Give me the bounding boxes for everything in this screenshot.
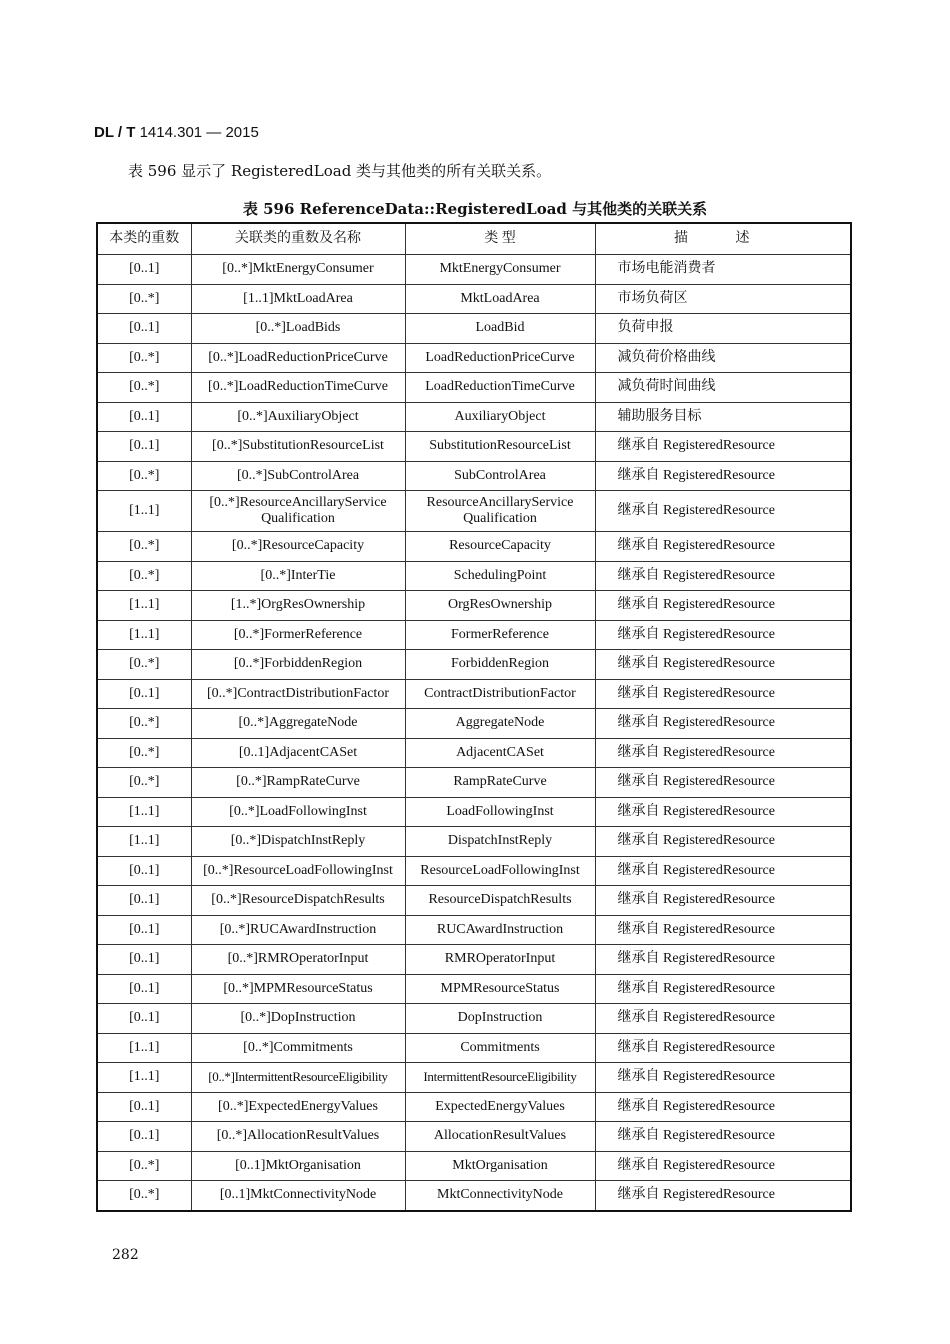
cell-description: 继承自 RegisteredResource: [595, 561, 851, 591]
association-table: [96, 222, 852, 1212]
cell-description: 继承自 RegisteredResource: [595, 768, 851, 798]
cell-type: DispatchInstReply: [405, 827, 595, 857]
cell-associated-role: [0..1]AdjacentCASet: [191, 738, 405, 768]
table-row: [97, 561, 851, 591]
table-row: [97, 856, 851, 886]
cell-cardinality: [1..1]: [97, 827, 191, 857]
cell-description: 继承自 RegisteredResource: [595, 886, 851, 916]
cell-type: RUCAwardInstruction: [405, 915, 595, 945]
cell-description: 继承自 RegisteredResource: [595, 432, 851, 462]
cell-cardinality: [1..1]: [97, 1063, 191, 1093]
table-row: [97, 1151, 851, 1181]
cell-type: LoadReductionTimeCurve: [405, 373, 595, 403]
table-row: [97, 1063, 851, 1093]
cell-cardinality: [0..*]: [97, 768, 191, 798]
table-row: [97, 1004, 851, 1034]
cell-type: SubControlArea: [405, 461, 595, 491]
cell-cardinality: [0..1]: [97, 856, 191, 886]
cell-description: 继承自 RegisteredResource: [595, 679, 851, 709]
cell-associated-role: [1..1]MktLoadArea: [191, 284, 405, 314]
table-row: [97, 284, 851, 314]
cell-cardinality: [0..1]: [97, 402, 191, 432]
cell-description: 继承自 RegisteredResource: [595, 1151, 851, 1181]
cell-description: 市场负荷区: [595, 284, 851, 314]
cell-cardinality: [0..*]: [97, 461, 191, 491]
cell-associated-role: [0..*]MPMResourceStatus: [191, 974, 405, 1004]
cell-associated-role: [0..*]AuxiliaryObject: [191, 402, 405, 432]
cell-associated-role: [0..*]FormerReference: [191, 620, 405, 650]
header-cardinality: 本类的重数: [97, 223, 191, 255]
cell-associated-role: [0..*]LoadBids: [191, 314, 405, 344]
cell-description: 继承自 RegisteredResource: [595, 1033, 851, 1063]
cell-description: 负荷申报: [595, 314, 851, 344]
cell-type: AggregateNode: [405, 709, 595, 739]
table-row: [97, 945, 851, 975]
cell-description: 继承自 RegisteredResource: [595, 945, 851, 975]
cell-associated-role: [0..*]Commitments: [191, 1033, 405, 1063]
table-row: [97, 532, 851, 562]
cell-associated-role: [0..*]SubstitutionResourceList: [191, 432, 405, 462]
table-row: [97, 591, 851, 621]
cell-associated-role: [0..*]DispatchInstReply: [191, 827, 405, 857]
cell-cardinality: [0..*]: [97, 709, 191, 739]
table-row: [97, 432, 851, 462]
cell-description: 继承自 RegisteredResource: [595, 738, 851, 768]
cell-cardinality: [0..1]: [97, 886, 191, 916]
cell-associated-role: [0..*]ResourceDispatchResults: [191, 886, 405, 916]
cell-cardinality: [0..*]: [97, 1151, 191, 1181]
cell-associated-role: [0..*]ForbiddenRegion: [191, 650, 405, 680]
cell-type: FormerReference: [405, 620, 595, 650]
cell-description: 继承自 RegisteredResource: [595, 1122, 851, 1152]
cell-type: ContractDistributionFactor: [405, 679, 595, 709]
cell-type: SubstitutionResourceList: [405, 432, 595, 462]
cell-type: RMROperatorInput: [405, 945, 595, 975]
table-caption: 表 596 ReferenceData::RegisteredLoad 与其他类的关联关系: [242, 200, 708, 218]
cell-type: ForbiddenRegion: [405, 650, 595, 680]
table-row: [97, 255, 851, 285]
cell-cardinality: [0..1]: [97, 679, 191, 709]
cell-description: 继承自 RegisteredResource: [595, 974, 851, 1004]
cell-type: RampRateCurve: [405, 768, 595, 798]
table-row: [97, 491, 851, 532]
table-row: [97, 650, 851, 680]
cell-type: MktOrganisation: [405, 1151, 595, 1181]
header-type: 类 型: [405, 223, 595, 255]
table-row: [97, 827, 851, 857]
cell-type: LoadBid: [405, 314, 595, 344]
cell-associated-role: [0..1]MktOrganisation: [191, 1151, 405, 1181]
cell-associated-role: [0..*]ExpectedEnergyValues: [191, 1092, 405, 1122]
table-row: [97, 402, 851, 432]
intro-paragraph: 表 596 显示了 RegisteredLoad 类与其他类的所有关联关系。: [128, 162, 552, 180]
cell-associated-role: [0..*]ContractDistributionFactor: [191, 679, 405, 709]
table-row: [97, 709, 851, 739]
cell-description: 继承自 RegisteredResource: [595, 532, 851, 562]
cell-cardinality: [1..1]: [97, 491, 191, 532]
table-row: [97, 768, 851, 798]
standard-code: 1414.301 — 2015: [139, 124, 259, 141]
cell-description: 继承自 RegisteredResource: [595, 620, 851, 650]
table-row: [97, 886, 851, 916]
cell-description: 减负荷价格曲线: [595, 343, 851, 373]
cell-cardinality: [1..1]: [97, 591, 191, 621]
cell-type: DopInstruction: [405, 1004, 595, 1034]
cell-cardinality: [0..*]: [97, 373, 191, 403]
table-row: [97, 738, 851, 768]
cell-description: 继承自 RegisteredResource: [595, 1181, 851, 1211]
table-row: [97, 1033, 851, 1063]
table-row: [97, 797, 851, 827]
cell-cardinality: [0..*]: [97, 561, 191, 591]
table-row: [97, 974, 851, 1004]
cell-description: 继承自 RegisteredResource: [595, 709, 851, 739]
cell-associated-role: [1..*]OrgResOwnership: [191, 591, 405, 621]
cell-type: ResourceCapacity: [405, 532, 595, 562]
cell-description: 继承自 RegisteredResource: [595, 650, 851, 680]
cell-associated-role: [0..*]RUCAwardInstruction: [191, 915, 405, 945]
table-row: [97, 373, 851, 403]
cell-cardinality: [0..1]: [97, 432, 191, 462]
cell-cardinality: [0..*]: [97, 532, 191, 562]
cell-type: MPMResourceStatus: [405, 974, 595, 1004]
cell-description: 市场电能消费者: [595, 255, 851, 285]
cell-cardinality: [0..1]: [97, 945, 191, 975]
cell-description: 继承自 RegisteredResource: [595, 915, 851, 945]
cell-type: LoadFollowingInst: [405, 797, 595, 827]
table-row: [97, 620, 851, 650]
cell-type: MktLoadArea: [405, 284, 595, 314]
table-row: [97, 679, 851, 709]
cell-cardinality: [0..1]: [97, 915, 191, 945]
cell-associated-role: [0..*]ResourceCapacity: [191, 532, 405, 562]
table-body: [97, 255, 851, 1211]
cell-type: MktEnergyConsumer: [405, 255, 595, 285]
cell-cardinality: [0..*]: [97, 1181, 191, 1211]
table-row: [97, 1122, 851, 1152]
cell-associated-role: [0..*]IntermittentResourceEligibility: [191, 1063, 405, 1093]
cell-description: 继承自 RegisteredResource: [595, 797, 851, 827]
cell-type: IntermittentResourceEligibility: [405, 1063, 595, 1093]
cell-cardinality: [0..1]: [97, 1092, 191, 1122]
page-number: 282: [112, 1247, 139, 1263]
cell-type: AdjacentCASet: [405, 738, 595, 768]
cell-type: MktConnectivityNode: [405, 1181, 595, 1211]
cell-type: Commitments: [405, 1033, 595, 1063]
cell-associated-role: [0..*]InterTie: [191, 561, 405, 591]
cell-description: 继承自 RegisteredResource: [595, 461, 851, 491]
cell-associated-role: [0..*]SubControlArea: [191, 461, 405, 491]
cell-associated-role: [0..*]ResourceLoadFollowingInst: [191, 856, 405, 886]
table-row: [97, 343, 851, 373]
cell-type: AllocationResultValues: [405, 1122, 595, 1152]
cell-associated-role: [0..*]RampRateCurve: [191, 768, 405, 798]
table-row: [97, 1092, 851, 1122]
cell-type: ResourceDispatchResults: [405, 886, 595, 916]
table-row: [97, 461, 851, 491]
cell-cardinality: [1..1]: [97, 620, 191, 650]
cell-description: 减负荷时间曲线: [595, 373, 851, 403]
cell-description: 继承自 RegisteredResource: [595, 856, 851, 886]
cell-associated-role: [0..*]LoadFollowingInst: [191, 797, 405, 827]
cell-cardinality: [0..1]: [97, 255, 191, 285]
cell-description: 继承自 RegisteredResource: [595, 591, 851, 621]
cell-description: 继承自 RegisteredResource: [595, 1004, 851, 1034]
cell-associated-role: [0..1]MktConnectivityNode: [191, 1181, 405, 1211]
header-description: 描 述: [595, 223, 851, 255]
cell-cardinality: [0..*]: [97, 650, 191, 680]
cell-type: OrgResOwnership: [405, 591, 595, 621]
cell-description: 继承自 RegisteredResource: [595, 1063, 851, 1093]
cell-type: LoadReductionPriceCurve: [405, 343, 595, 373]
cell-associated-role: [0..*]MktEnergyConsumer: [191, 255, 405, 285]
table-row: [97, 314, 851, 344]
cell-cardinality: [0..*]: [97, 343, 191, 373]
cell-cardinality: [0..1]: [97, 1122, 191, 1152]
standard-prefix: DL / T: [94, 124, 136, 141]
cell-description: 继承自 RegisteredResource: [595, 827, 851, 857]
header-associated-role: 关联类的重数及名称: [191, 223, 405, 255]
cell-cardinality: [1..1]: [97, 1033, 191, 1063]
cell-cardinality: [1..1]: [97, 797, 191, 827]
cell-associated-role: [0..*]RMROperatorInput: [191, 945, 405, 975]
table-header-row: [97, 223, 851, 255]
cell-type: ResourceLoadFollowingInst: [405, 856, 595, 886]
cell-associated-role: [0..*]LoadReductionPriceCurve: [191, 343, 405, 373]
cell-description: 继承自 RegisteredResource: [595, 491, 851, 532]
table-row: [97, 1181, 851, 1211]
cell-description: 辅助服务目标: [595, 402, 851, 432]
cell-description: 继承自 RegisteredResource: [595, 1092, 851, 1122]
cell-associated-role: [0..*]LoadReductionTimeCurve: [191, 373, 405, 403]
cell-cardinality: [0..1]: [97, 1004, 191, 1034]
cell-cardinality: [0..*]: [97, 738, 191, 768]
cell-type: ExpectedEnergyValues: [405, 1092, 595, 1122]
cell-type: ResourceAncillaryService Qualification: [405, 491, 595, 532]
cell-cardinality: [0..*]: [97, 284, 191, 314]
cell-associated-role: [0..*]AllocationResultValues: [191, 1122, 405, 1152]
cell-type: AuxiliaryObject: [405, 402, 595, 432]
cell-associated-role: [0..*]ResourceAncillaryService Qualification: [191, 491, 405, 532]
table-row: [97, 915, 851, 945]
cell-cardinality: [0..1]: [97, 314, 191, 344]
cell-cardinality: [0..1]: [97, 974, 191, 1004]
cell-associated-role: [0..*]AggregateNode: [191, 709, 405, 739]
cell-associated-role: [0..*]DopInstruction: [191, 1004, 405, 1034]
cell-type: SchedulingPoint: [405, 561, 595, 591]
document-header: [94, 124, 259, 141]
